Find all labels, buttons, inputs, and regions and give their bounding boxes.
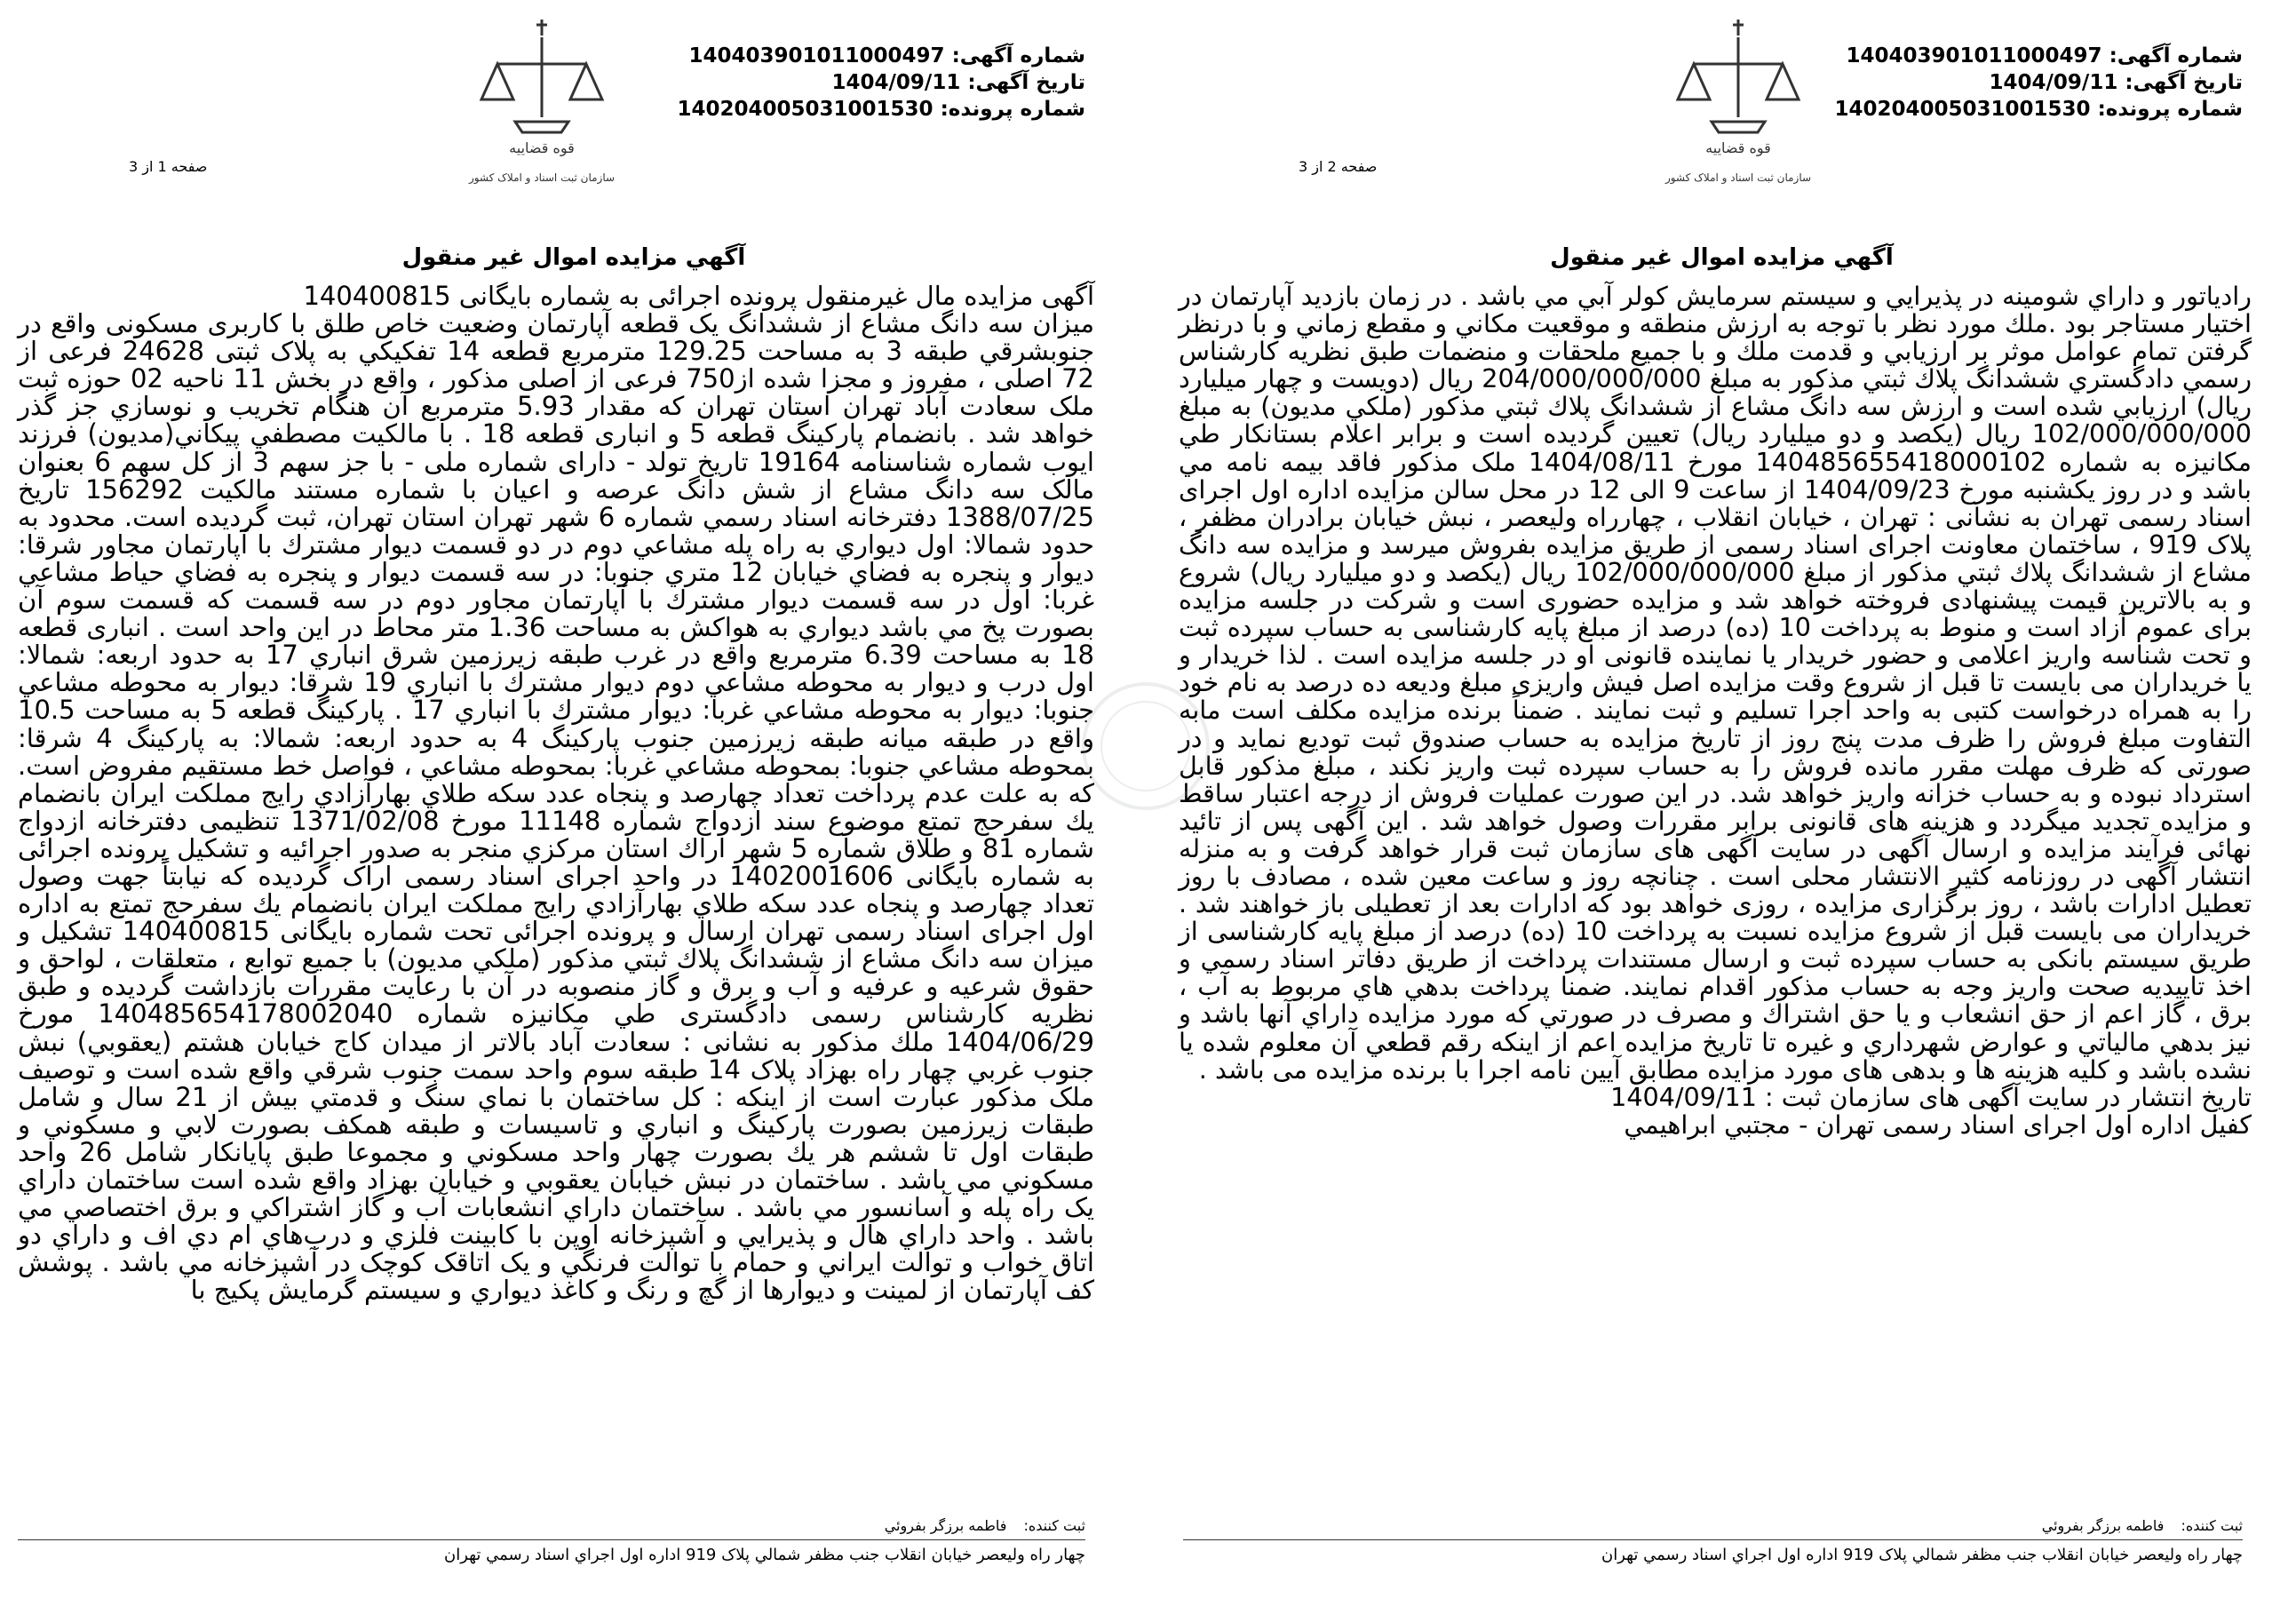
file-number-label: شماره پرونده: bbox=[940, 98, 1085, 121]
notice-date-label: تاریخ آگهی: bbox=[2125, 71, 2243, 94]
notice-body: آگهی مزايده مال غيرمنقول پرونده اجرائی به شماره بايگانی 140400815 ميزان سه دانگ مشاع از ششدانگ يک قطعه آپارتمان وضعيت خاص طلق با كاربری مسكونی واقع در جنوبشرقي طبقه 3 به مساحت 129.25 مترمربع قطعه 14 تفكيكي به پلاک ثبتی 24628 فرعی از 72 اصلی ، مفروز و مجزا شده از750 فرعی از اصلی مذكور ، واقع در بخش 11 ناحيه 02 حوزه ثبت ملک سعادت آباد تهران استان تهران كه مقدار 5.93 مترمربع آن هنگام تخريب و نوسازي جز گذر خواهد شد . بانضمام پاركينگ قطعه 5 و انباری قطعه 18 . با مالکيت مصطفي پيكاني(مديون) فرزند ايوب شماره شناسنامه 19164 تاريخ تولد - دارای شماره ملی - با جز سهم 3 از كل سهم 6 بعنوان مالک سه دانگ مشاع از شش دانگ عرصه و اعيان با شماره مستند مالكيت 156292 تاريخ 1388/07/25 دفترخانه اسناد رسمي شماره 6 شهر تهران استان تهران، ثبت گرديده است. محدود به حدود شمالا: اول ديواري به راه پله مشاعي دوم در دو قسمت ديوار مشترك با آپارتمان مجاور شرقا: ديوار و پنجره به فضاي خيابان 12 متري جنوبا: در سه قسمت ديوار و پنجره به فضاي حياط مشاعي غربا: اول در سه قسمت ديوار مشترك با آپارتمان مجاور دوم در سه قسمت كه قسمت سوم آن بصورت پخ مي باشد ديواري به هواكش به مساحت 1.36 متر محاط در اين واحد است . انباری قطعه 18 به مساحت 6.39 مترمربع واقع در غرب طبقه زيرزمين شرق انباري 17 به حدود اربعه: شمالا: اول درب و ديوار به محوطه مشاعي دوم ديوار مشترك با انباري 19 شرقا: ديوار به محوطه مشاعي جنوبا: ديوار به محوطه مشاعي غربا: ديوار مشترك با انباري 17 . پاركينگ قطعه 5 به مساحت 10.5 واقع در طبقه ميانه طبقه زيرزمين جنوب پاركينگ 4 به حدود اربعه: شمالا: به پاركينگ 4 شرقا: بمحوطه مشاعي جنوبا: بمحوطه مشاعي غربا: بمحوطه مشاعي ، فواصل خط مستقيم مفروض است. كه به علت عدم پرداخت تعداد چهارصد و پنجاه عدد سكه طلاي بهارآزادي رايج مملكت ايران بانضمام يك سفرحج تمتع موضوع سند ازدواج شماره 11148 مورخ 1371/02/08 تنظيمی دفترخانه ازدواج شماره 81 و طلاق شماره 5 شهر اراك استان مركزي منجر به صدور اجرائيه و تشكيل پرونده اجرائی به شماره بايگانی 1402001606 در واحد اجرای اسناد رسمی اراک گرديده كه نيابتاً جهت وصول تعداد چهارصد و پنجاه عدد سكه طلاي بهارآزادي رايج مملكت ايران بانضمام يك سفرحج تمتع به اداره اول اجرای اسناد رسمی تهران ارسال و پرونده اجرائی تحت شماره بايگانی 140400815 تشكيل و ميزان سه دانگ مشاع از ششدانگ پلاك ثبتي مذكور (ملكي مديون) با جميع توابع ، متعلقات ، لواحق و حقوق شرعيه و عرفيه و آب و برق و گاز منصوبه در آن با رعايت مقررات بازداشت گرديده و طبق نظريه كارشناس رسمی دادگستری طي مكانيزه شماره 140485654178002040 مورخ 1404/06/29 ملك مذكور به نشانی : سعادت آباد بالاتر از ميدان كاج خيابان هشتم (يعقوبي) نبش جنوب غربي چهار راه بهزاد پلاک 14 طبقه سوم واحد سمت جنوب شرقي واقع شده است و توصيف ملک مذكور عبارت است از اينكه : كل ساختمان با نماي سنگ و قدمتي بيش از 21 سال و شامل طبقات زيرزمين بصورت پاركينگ و انباري و تاسيسات و طبقه همكف بصورت لابي و مسكوني و طبقات اول تا ششم هر يك بصورت چهار واحد مسكوني و مجموعا طبق پايانكار شامل 26 واحد مسكوني مي باشد . ساختمان در نبش خيابان يعقوبي و خيابان بهزاد واقع شده است ساختمان داراي يک راه پله و آسانسور مي باشد . ساختمان داراي انشعابات آب و گاز اشتراكي و برق اختصاصي مي باشد . واحد داراي هال و پذيرايي و آشپزخانه اوپن با كابينت فلزي و درب‌هاي ام دي اف و داراي دو اتاق خواب و توالت ايراني و حمام با توالت فرنگي و يک اتاقک كوچک در آشپزخانه مي باشد . پوشش كف آپارتمان از لمينت و ديوارها از گچ و رنگ و كاغذ ديواري و سيستم گرمايش پكيج با bbox=[18, 281, 1095, 1306]
notice-date-row bbox=[677, 69, 1085, 96]
footer-address: چهار راه وليعصر خيابان انقلاب جنب مظفر شمالي پلاک 919 اداره اول اجراي اسناد رسمي تهران bbox=[443, 1546, 1085, 1564]
notice-page-2 bbox=[1148, 0, 2296, 1622]
file-number-label: شماره پرونده: bbox=[2097, 98, 2243, 121]
page-title: آگهي مزايده اموال غير منقول bbox=[1550, 244, 1894, 271]
notice-date: 1404/09/11 bbox=[1989, 71, 2118, 94]
notice-meta bbox=[1834, 43, 2243, 123]
page-number: صفحه 1 از 3 bbox=[129, 158, 208, 175]
registrar-label: ثبت کننده: bbox=[2181, 1517, 2243, 1534]
notice-body: رادياتور و داراي شومينه در پذيرايي و سيستم سرمايش كولر آبي مي باشد . در زمان بازديد آپارتمان در اختيار مستاجر بود .ملك مورد نظر با توجه به ارزش منطقه و موقعيت مكاني و مقطع زماني و با درنظر گرفتن تمام عوامل موثر بر ارزيابي و قدمت ملك و با جميع ملحقات و منضمات طبق نظريه كارشناس رسمي دادگستري ششدانگ پلاك ثبتي مذكور به مبلغ 204/000/000/000 ريال (دويست و چهار ميليارد ريال) ارزيابي شده است و ارزش سه دانگ مشاع از ششدانگ پلاك ثبتي مذكور (ملكي مديون) به مبلغ 102/000/000/000 ريال (يكصد و دو ميليارد ريال) تعيين گرديده است و برابر اعلام بستانكار طي مكانيزه به شماره 140485655418000102 مورخ 1404/08/11 ملک مذكور فاقد بيمه نامه مي باشد و در روز يكشنبه مورخ 1404/09/23 از ساعت 9 الی 12 در محل سالن مزايده اداره اول اجرای اسناد رسمی تهران به نشانی : تهران ، خيابان انقلاب ، چهارراه وليعصر ، نبش خيابان برادران مظفر ، پلاک 919 ، ساختمان معاونت اجرای اسناد رسمی از طريق مزايده بفروش ميرسد و مزايده سه دانگ مشاع از ششدانگ پلاك ثبتي مذكور از مبلغ 102/000/000/000 ريال (يكصد و دو ميليارد ريال) شروع و به بالاترين قيمت پيشنهادی فروخته خواهد شد و مزايده حضوری است و شركت در جلسه مزايده برای عموم آزاد است و منوط به پرداخت 10 (ده) درصد از مبلغ پايه كارشناسی به حساب سپرده ثبت و تحت شناسه واريز اعلامی و حضور خريدار يا نماينده قانونی او در جلسه مزايده است . لذا خريدار و يا خريداران می بايست تا قبل از شروع وقت مزايده اصل فيش واريزی مبلغ وديعه ده درصد به نام خود را به همراه درخواست كتبی به واحد اجرا تسليم و ثبت نمايند . ضمناً برنده مزايده مكلف است مابه التفاوت مبلغ فروش را ظرف مدت پنج روز از تاريخ مزايده به حساب صندوق ثبت توديع نمايد و در صورتی كه ظرف مهلت مقرر مانده فروش را به حساب سپرده ثبت واريز نكند ، مبلغ مذكور قابل استرداد نبوده و به حساب خزانه واريز خواهد شد. در اين صورت عمليات فروش از درجه اعتبار ساقط و مزايده تجديد ميگردد و هزينه های قانونی برابر مقررات وصول خواهد شد . اين آگهی پس از تائيد نهائی فرآيند مزايده و ارسال آگهی در سايت آگهی های سازمان ثبت قرار خواهد گرفت و به منزله انتشار آگهی در روزنامه كثير الانتشار محلی است . چنانچه روز و ساعت معين شده ، مصادف با روز تعطيل ادارات باشد ، روز برگزاری مزايده ، روزی خواهد بود كه ادارات بعد از تعطيلی باز خواهند شد . خريداران می بايست قبل از شروع مزايده نسبت به پرداخت 10 (ده) درصد از مبلغ پايه كارشناسی از طريق سيستم بانكی به حساب سپرده ثبت و ارسال مستندات پرداخت از طريق دفاتر اسناد رسمي و اخذ تاييديه صحت واريز وجه به حساب مذكور اقدام نمايند. ضمنا پرداخت بدهي هاي مربوط به آب ، برق ، گاز اعم از حق انشعاب و يا حق اشتراك و مصرف در صورتي كه مورد مزايده داراي آنها باشد و نيز بدهي مالياتي و عوارض شهرداري و غيره تا تاريخ مزايده اعم از اينكه رقم قطعي آن معلوم شده يا نشده باشد و كليه هزينه ها و بدهی های مورد مزايده مطابق آيين نامه اجرا با برنده مزايده می باشد . تاریخ انتشار در سایت آگهی های سازمان ثبت : 1404/09/11 کفیل اداره اول اجرای اسناد رسمی تهران - مجتبي ابراهيمي bbox=[1179, 281, 2252, 1140]
notice-date-label: تاریخ آگهی: bbox=[967, 71, 1085, 94]
footer-divider bbox=[18, 1539, 1085, 1540]
notice-date-row bbox=[1834, 69, 2243, 96]
notice-number-row bbox=[1834, 43, 2243, 69]
footer-address: چهار راه وليعصر خيابان انقلاب جنب مظفر شمالي پلاک 919 اداره اول اجراي اسناد رسمي تهران bbox=[1601, 1546, 2243, 1564]
notice-date: 1404/09/11 bbox=[831, 71, 961, 94]
emblem-subcaption: سازمان ثبت اسناد و املاک کشور bbox=[468, 171, 616, 184]
file-number-row bbox=[677, 96, 1085, 123]
notice-number-label: شماره آگهی: bbox=[951, 44, 1085, 68]
emblem-caption: قوه قضاییه bbox=[1705, 139, 1771, 156]
watermark-stamp-icon bbox=[1075, 675, 1217, 817]
notice-number-row bbox=[677, 43, 1085, 69]
registrar-label: ثبت کننده: bbox=[1023, 1517, 1085, 1534]
registrar bbox=[885, 1517, 1085, 1534]
emblem-subcaption: سازمان ثبت اسناد و املاک کشور bbox=[1664, 171, 1812, 184]
registrar bbox=[2042, 1517, 2243, 1534]
notice-number-label: شماره آگهی: bbox=[2109, 44, 2243, 68]
page-number: صفحه 2 از 3 bbox=[1299, 158, 1378, 175]
file-number: 140204005031001530 bbox=[677, 98, 933, 121]
page-title: آگهي مزايده اموال غير منقول bbox=[401, 244, 746, 271]
file-number-row bbox=[1834, 96, 2243, 123]
notice-number: 140403901011000497 bbox=[688, 44, 945, 68]
registrar-name: فاطمه برزگر بفروئي bbox=[2041, 1517, 2165, 1534]
emblem-caption: قوه قضاییه bbox=[509, 139, 575, 156]
registrar-name: فاطمه برزگر بفروئي bbox=[884, 1517, 1007, 1534]
notice-number: 140403901011000497 bbox=[1846, 44, 2102, 68]
judiciary-emblem-icon bbox=[444, 11, 640, 197]
notice-meta bbox=[677, 43, 1085, 123]
judiciary-emblem-icon bbox=[1641, 11, 1836, 197]
footer-divider bbox=[1183, 1539, 2243, 1540]
file-number: 140204005031001530 bbox=[1834, 98, 2091, 121]
